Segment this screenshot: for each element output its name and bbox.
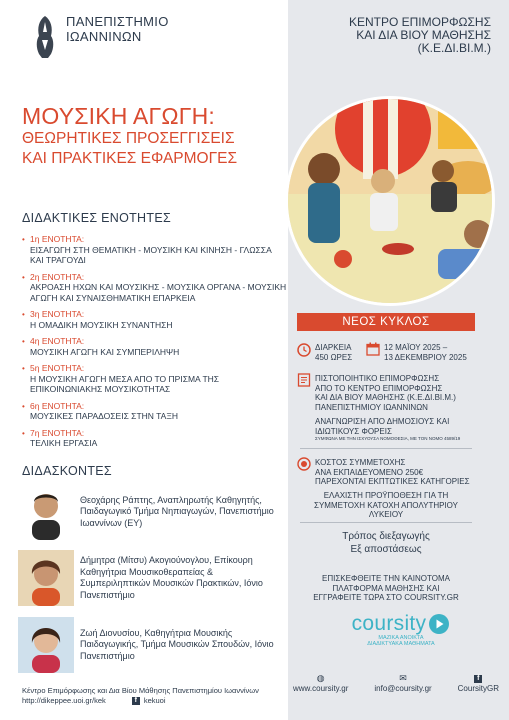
coursity-tagline2: ΔΙΑΔΙΚΤΥΑΚΑ ΜΑΘΗΜΑΤΑ bbox=[367, 640, 435, 647]
contact-email-text: info@coursity.gr bbox=[374, 684, 432, 693]
contact-facebook[interactable] bbox=[458, 672, 499, 693]
teacher-card bbox=[18, 550, 280, 606]
certificate-line1: ΠΙΣΤΟΠΟΙΗΤΙΚΟ ΕΠΙΜΟΡΦΩΣΗΣ bbox=[315, 374, 440, 383]
dates-end: 13 ΔΕΚΕΜΒΡΙΟΥ 2025 bbox=[384, 352, 467, 362]
unit-heading: 6η ΕΝΟΤΗΤΑ: bbox=[30, 400, 85, 411]
footer-url-link[interactable]: http://dikeppee.uoi.gr/kek bbox=[22, 696, 106, 705]
requirement-line2: ΣΥΜΜΕΤΟΧΗ ΚΑΤΟΧΗ ΑΠΟΛΥΤΗΡΙΟΥ ΛΥΚΕΙΟΥ bbox=[314, 500, 458, 519]
unit-text: Η ΟΜΑΔΙΚΗ ΜΟΥΣΙΚΗ ΣΥΝΑΝΤΗΣΗ bbox=[30, 319, 173, 330]
globe-icon: ◍ bbox=[316, 673, 325, 683]
recognition-line1: ΑΝΑΓΝΩΡΙΣΗ ΑΠΟ ΔΗΜΟΣΙΟΥΣ ΚΑΙ bbox=[315, 417, 450, 426]
center-name-line1: ΚΕΝΤΡΟ ΕΠΙΜΟΡΦΩΣΗΣ bbox=[348, 15, 491, 29]
units-heading: ΔΙΔΑΚΤΙΚΕΣ ΕΝΟΤΗΤΕΣ bbox=[22, 211, 171, 225]
list-item bbox=[22, 309, 287, 330]
delivery-mode bbox=[297, 531, 475, 556]
unit-heading: 3η ΕΝΟΤΗΤΑ: bbox=[30, 309, 85, 319]
list-item bbox=[22, 363, 287, 395]
university-header bbox=[30, 14, 169, 60]
university-name-line2: ΙΩΑΝΝΙΝΩΝ bbox=[66, 29, 142, 44]
cost-line2: ΑΝΑ ΕΚΠΑΙΔΕΥΟΜΕΝΟ 250€ bbox=[315, 467, 424, 477]
certificate-line2: ΑΠΟ ΤΟ ΚΕΝΤΡΟ ΕΠΙΜΟΡΦΩΣΗΣ bbox=[315, 383, 443, 393]
unit-heading: 7η ΕΝΟΤΗΤΑ: bbox=[30, 427, 85, 438]
coursity-play-icon bbox=[428, 613, 450, 635]
new-cycle-badge: ΝΕΟΣ ΚΥΚΛΟΣ bbox=[297, 313, 475, 331]
calendar-icon bbox=[366, 342, 380, 356]
program-title bbox=[22, 104, 302, 168]
bullet-icon: • bbox=[22, 428, 25, 438]
teacher-photo bbox=[18, 617, 74, 673]
recognition bbox=[315, 417, 460, 442]
cost-line1: ΚΟΣΤΟΣ ΣΥΜΜΕΤΟΧΗΣ bbox=[315, 458, 406, 467]
center-header bbox=[301, 16, 491, 55]
requirement bbox=[297, 491, 475, 520]
visit-line3: ΕΓΓΡΑΦΕΙΤΕ ΤΩΡΑ ΣΤΟ COURSITY.GR bbox=[313, 593, 459, 602]
coursity-brand: coursity bbox=[351, 612, 427, 635]
unit-heading: 2η ΕΝΟΤΗΤΑ: bbox=[30, 271, 85, 282]
bullet-icon: • bbox=[22, 337, 25, 346]
units-list bbox=[22, 234, 287, 455]
list-item bbox=[22, 336, 287, 357]
certificate-line3: ΚΑΙ ΔΙΑ ΒΙΟΥ ΜΑΘΗΣΗΣ (Κ.Ε.ΔΙ.ΒΙ.Μ.) bbox=[315, 393, 456, 402]
list-item bbox=[22, 428, 287, 449]
certificate-icon bbox=[297, 373, 311, 387]
bullet-icon: • bbox=[22, 272, 25, 282]
bullet-icon: • bbox=[22, 364, 25, 373]
coin-icon bbox=[297, 457, 311, 471]
cost bbox=[315, 458, 470, 487]
delivery-mode-value: Εξ αποστάσεως bbox=[350, 543, 422, 555]
duration bbox=[315, 343, 352, 362]
unit-text: ΕΙΣΑΓΩΓΗ ΣΤΗ ΘΕΜΑΤΙΚΗ - ΜΟΥΣΙΚΗ ΚΑΙ ΚΙΝΗΣΗ - ΓΛΩΣΣΑ ΚΑΙ ΤΡΑΓΟΥΔΙ bbox=[30, 244, 272, 265]
unit-text: ΤΕΛΙΚΗ ΕΡΓΑΣΙΑ bbox=[30, 438, 98, 448]
list-item bbox=[22, 401, 287, 422]
contacts-bar bbox=[293, 672, 499, 693]
title-line3: ΚΑΙ ΠΡΑΚΤΙΚΕΣ ΕΦΑΡΜΟΓΕΣ bbox=[22, 150, 238, 167]
unit-heading: 1η ΕΝΟΤΗΤΑ: bbox=[30, 234, 85, 244]
coursity-logo[interactable] bbox=[336, 612, 466, 647]
center-name-line2: ΚΑΙ ΔΙΑ ΒΙΟΥ ΜΑΘΗΣΗΣ bbox=[356, 28, 491, 42]
footer bbox=[22, 686, 259, 706]
delivery-mode-label: Τρόπος διεξαγωγής bbox=[342, 531, 430, 542]
classroom-photo bbox=[285, 96, 495, 306]
unit-heading: 5η ΕΝΟΤΗΤΑ: bbox=[30, 363, 85, 373]
visit-line1: ΕΠΙΣΚΕΦΘΕΙΤΕ ΤΗΝ ΚΑΙΝΟΤΟΜΑ bbox=[322, 574, 450, 583]
cost-line3: ΠΑΡΕΧΟΝΤΑΙ ΕΚΠΤΩΤΙΚΕΣ ΚΑΤΗΓΟΡΙΕΣ bbox=[315, 477, 470, 486]
unit-text: ΑΚΡΟΑΣΗ ΗΧΩΝ ΚΑΙ ΜΟΥΣΙΚΗΣ - ΜΟΥΣΙΚΑ ΟΡΓΑΝΑ - ΜΟΥΣΙΚΗ ΑΓΩΓΗ ΚΑΙ ΣΥΝΑΙΣΘΗΜΑΤΙΚΗ ΕΠΑΡΚΕΙΑ bbox=[30, 282, 287, 303]
contact-email[interactable] bbox=[374, 672, 431, 693]
divider bbox=[300, 448, 472, 449]
footer-facebook-handle: kekuoi bbox=[143, 696, 166, 705]
teacher-photo bbox=[18, 484, 74, 540]
recognition-note: ΣΥΜΦΩΝΑ ΜΕ ΤΗΝ ΙΣΧΥΟΥΣΑ ΝΟΜΟΘΕΣΙΑ, ΜΕ ΤΟΝ ΝΟΜΟ 4589/19 bbox=[315, 436, 461, 441]
facebook-icon: f bbox=[458, 672, 499, 684]
teacher-photo bbox=[18, 550, 74, 606]
certificate-line4: ΠΑΝΕΠΙΣΤΗΜΙΟΥ ΙΩΑΝΝΙΝΩΝ bbox=[315, 402, 428, 412]
mail-icon: ✉ bbox=[399, 673, 407, 683]
unit-text: ΜΟΥΣΙΚΕΣ ΠΑΡΑΔΟΣΕΙΣ ΣΤΗΝ ΤΑΞΗ bbox=[30, 411, 179, 421]
dates-start: 12 ΜΑΪΟΥ 2025 – bbox=[384, 343, 448, 352]
facebook-icon: f bbox=[132, 697, 140, 705]
contact-web[interactable] bbox=[293, 672, 348, 693]
recognition-line2: ΙΔΙΩΤΙΚΟΥΣ ΦΟΡΕΙΣ bbox=[315, 426, 392, 436]
visit-line2: ΠΛΑΤΦΟΡΜΑ ΜΑΘΗΣΗΣ ΚΑΙ bbox=[332, 583, 440, 593]
requirement-line1: ΕΛΑΧΙΣΤΗ ΠΡΟΫΠΟΘΕΣΗ ΓΙΑ ΤΗ bbox=[323, 491, 449, 500]
center-name-line3: (Κ.Ε.ΔΙ.ΒΙ.Μ.) bbox=[417, 41, 491, 55]
list-item bbox=[22, 234, 287, 266]
teacher-card bbox=[18, 617, 280, 673]
university-name-line1: ΠΑΝΕΠΙΣΤΗΜΙΟ bbox=[66, 14, 169, 29]
unit-text: ΜΟΥΣΙΚΗ ΑΓΩΓΗ ΚΑΙ ΣΥΜΠΕΡΙΛΗΨΗ bbox=[30, 346, 180, 357]
clock-icon bbox=[297, 343, 311, 357]
footer-center-name: Κέντρο Επιμόρφωσης και Δια Βίου Μάθησης Πανεπιστημίου Ιωαννίνων bbox=[22, 686, 259, 695]
teachers-heading: ΔΙΔΑΣΚΟΝΤΕΣ bbox=[22, 464, 112, 478]
footer-facebook-link[interactable] bbox=[132, 696, 166, 706]
bullet-icon: • bbox=[22, 235, 25, 244]
list-item bbox=[22, 272, 287, 304]
bullet-icon: • bbox=[22, 310, 25, 319]
university-logo bbox=[30, 14, 60, 60]
teacher-info: Ζωή Διονυσίου, Καθηγήτρια Μουσικής Παιδαγωγικής, Τμήμα Μουσικών Σπουδών, Ιόνιο Πανεπιστήμιο bbox=[80, 627, 274, 661]
contact-facebook-text: CoursityGR bbox=[457, 684, 499, 693]
title-line1: ΜΟΥΣΙΚΗ ΑΓΩΓΗ: bbox=[22, 103, 215, 129]
teacher-info: Δήμητρα (Μίτσυ) Ακογιούνογλου, Επίκουρη Καθηγήτρια Μουσικοθεραπείας & Συμπεριληπτικών Μουσικών Πρακτικών, Ιόνιο Πανεπιστήμιο bbox=[80, 555, 263, 600]
teacher-card bbox=[18, 484, 280, 540]
duration-label: ΔΙΑΡΚΕΙΑ bbox=[315, 343, 352, 352]
unit-text: Η ΜΟΥΣΙΚΗ ΑΓΩΓΗ ΜΕΣΑ ΑΠΟ ΤΟ ΠΡΙΣΜΑ ΤΗΣ ΕΠΙΚΟΙΝΩΝΙΑΚΗΣ ΜΟΥΣΙΚΟΤΗΤΑΣ bbox=[30, 373, 220, 394]
dates bbox=[384, 343, 467, 362]
duration-value: 450 ΩΡΕΣ bbox=[315, 352, 353, 362]
divider bbox=[300, 522, 472, 523]
title-line2: ΘΕΩΡΗΤΙΚΕΣ ΠΡΟΣΕΓΓΙΣΕΙΣ bbox=[22, 130, 235, 147]
contact-web-text: www.coursity.gr bbox=[293, 684, 349, 693]
visit-platform bbox=[297, 574, 475, 603]
coursity-tagline1: ΜΑΖΙΚΑ ΑΝΟΙΚΤΑ bbox=[378, 635, 424, 641]
certificate bbox=[315, 374, 456, 412]
bullet-icon: • bbox=[22, 401, 25, 411]
teacher-info: Θεοχάρης Ράπτης, Αναπληρωτής Καθηγητής, Παιδαγωγικό Τμήμα Νηπιαγωγών, Πανεπιστήμιο Ιωαννίνων (ΕΥ) bbox=[80, 494, 274, 528]
unit-heading: 4η ΕΝΟΤΗΤΑ: bbox=[30, 336, 85, 346]
